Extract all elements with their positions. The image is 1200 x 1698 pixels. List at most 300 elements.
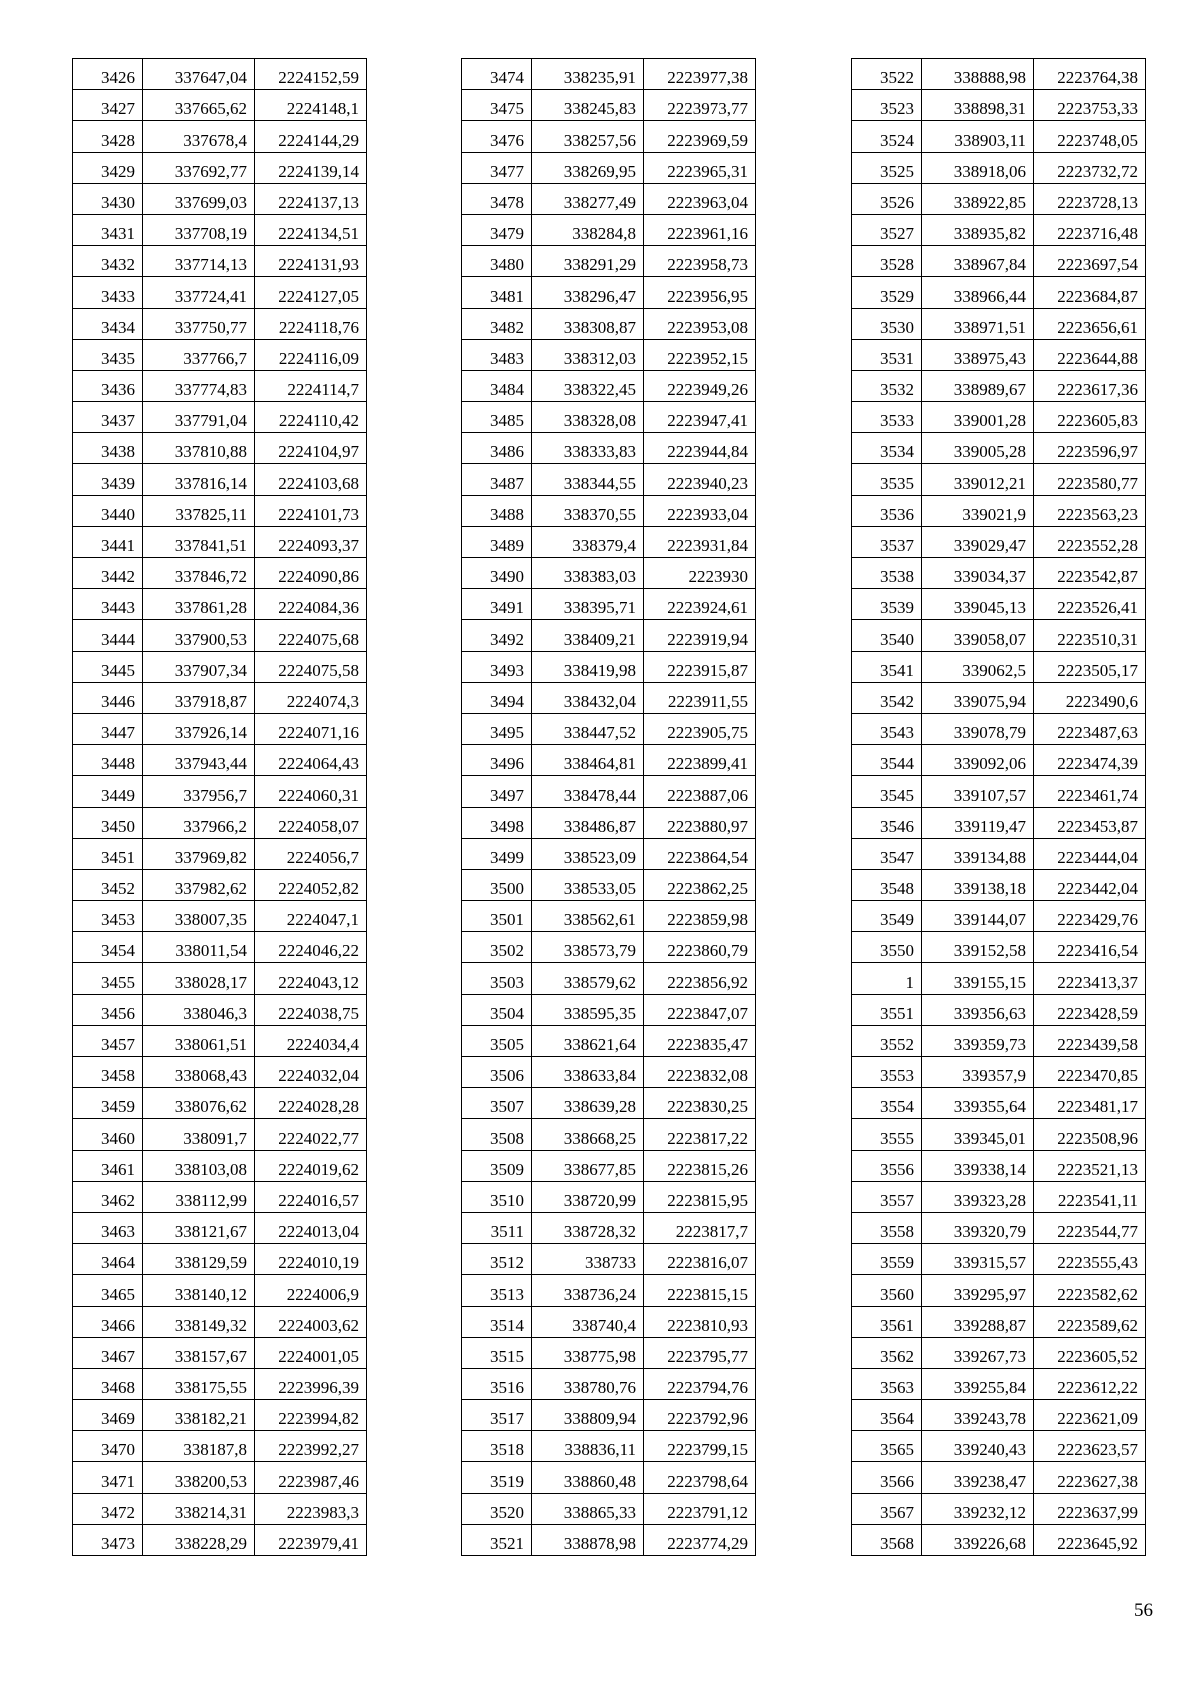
y-coordinate-cell — [644, 963, 756, 994]
table-row — [73, 1275, 367, 1306]
cell-text: 3531 — [880, 348, 914, 368]
cell-text: 3558 — [880, 1222, 914, 1242]
cell-text: 2223656,61 — [1057, 317, 1138, 337]
table-row — [462, 589, 756, 620]
point-number-cell — [73, 1462, 143, 1493]
y-coordinate-cell — [1034, 1524, 1146, 1555]
point-number-cell — [73, 526, 143, 557]
cell-text: 339078,79 — [953, 723, 1026, 743]
point-number-cell — [73, 651, 143, 682]
cell-text: 3462 — [101, 1190, 135, 1210]
point-number-cell — [852, 1337, 922, 1368]
cell-text: 2223697,54 — [1057, 255, 1138, 275]
point-number-cell — [462, 1368, 532, 1399]
cell-text: 3499 — [490, 847, 524, 867]
cell-text: 2223753,33 — [1057, 99, 1138, 119]
point-number-cell — [462, 1493, 532, 1524]
cell-text: 2223792,96 — [667, 1409, 748, 1429]
table-row — [73, 651, 367, 682]
table-row — [73, 1181, 367, 1212]
x-coordinate-cell — [532, 214, 644, 245]
cell-text: 2223956,95 — [667, 286, 748, 306]
cell-text: 338383,03 — [563, 567, 636, 587]
cell-text: 2223992,27 — [278, 1440, 359, 1460]
cell-text: 337956,7 — [183, 785, 247, 805]
table-row — [462, 1212, 756, 1243]
x-coordinate-cell — [532, 1025, 644, 1056]
y-coordinate-cell — [1034, 370, 1146, 401]
cell-text: 3492 — [490, 629, 524, 649]
cell-text: 2224071,16 — [278, 723, 359, 743]
cell-text: 337647,04 — [174, 68, 247, 88]
cell-text: 338562,61 — [563, 910, 636, 930]
cell-text: 2223816,07 — [667, 1253, 748, 1273]
y-coordinate-cell — [644, 1212, 756, 1243]
cell-text: 339107,57 — [953, 785, 1026, 805]
x-coordinate-cell — [143, 1275, 255, 1306]
y-coordinate-cell — [255, 277, 367, 308]
cell-text: 2223859,98 — [667, 910, 748, 930]
cell-text: 338112,99 — [175, 1190, 247, 1210]
y-coordinate-cell — [644, 1025, 756, 1056]
x-coordinate-cell — [532, 433, 644, 464]
cell-text: 3512 — [490, 1253, 524, 1273]
table-row — [852, 682, 1146, 713]
cell-text: 338068,43 — [174, 1066, 247, 1086]
cell-text: 3456 — [101, 1003, 135, 1023]
cell-text: 3485 — [490, 411, 524, 431]
cell-text: 337810,88 — [174, 442, 247, 462]
y-coordinate-cell — [255, 308, 367, 339]
y-coordinate-cell — [644, 370, 756, 401]
table-row — [852, 1025, 1146, 1056]
point-number-cell — [73, 433, 143, 464]
point-number-cell — [852, 152, 922, 183]
y-coordinate-cell — [644, 183, 756, 214]
y-coordinate-cell — [644, 776, 756, 807]
table-row — [73, 1119, 367, 1150]
point-number-cell — [852, 682, 922, 713]
cell-text: 338888,98 — [953, 68, 1026, 88]
cell-text: 2223835,47 — [667, 1035, 748, 1054]
x-coordinate-cell — [922, 932, 1034, 963]
y-coordinate-cell — [1034, 838, 1146, 869]
table-row — [73, 1306, 367, 1337]
point-number-cell — [462, 838, 532, 869]
x-coordinate-cell — [922, 1150, 1034, 1181]
cell-text: 2224093,37 — [278, 536, 359, 555]
y-coordinate-cell — [644, 589, 756, 620]
x-coordinate-cell — [532, 713, 644, 744]
x-coordinate-cell — [143, 59, 255, 90]
table-row — [462, 433, 756, 464]
point-number-cell — [852, 1493, 922, 1524]
cell-text: 339355,64 — [953, 1097, 1026, 1117]
cell-text: 338971,51 — [953, 317, 1026, 337]
x-coordinate-cell — [532, 370, 644, 401]
table-row — [852, 1057, 1146, 1088]
y-coordinate-cell — [1034, 526, 1146, 557]
y-coordinate-cell — [644, 152, 756, 183]
cell-text: 2224038,75 — [278, 1003, 359, 1023]
cell-text: 2224127,05 — [278, 286, 359, 306]
cell-text: 338328,08 — [563, 411, 636, 431]
point-number-cell — [852, 183, 922, 214]
cell-text: 2223582,62 — [1057, 1284, 1138, 1304]
point-number-cell — [852, 1368, 922, 1399]
table-row — [852, 214, 1146, 245]
cell-text: 2223605,83 — [1057, 411, 1138, 431]
x-coordinate-cell — [532, 1181, 644, 1212]
cell-text: 3494 — [490, 691, 524, 711]
point-number-cell — [73, 339, 143, 370]
x-coordinate-cell — [922, 558, 1034, 589]
cell-text: 3515 — [490, 1346, 524, 1366]
table-row — [852, 1244, 1146, 1275]
table-row — [852, 1119, 1146, 1150]
y-coordinate-cell — [255, 838, 367, 869]
x-coordinate-cell — [143, 1181, 255, 1212]
y-coordinate-cell — [255, 901, 367, 932]
cell-text: 337708,19 — [174, 224, 247, 244]
cell-text: 2223799,15 — [667, 1440, 748, 1460]
table-row — [852, 807, 1146, 838]
cell-text: 338918,06 — [953, 161, 1026, 181]
cell-text: 3529 — [880, 286, 914, 306]
table-row — [852, 402, 1146, 433]
cell-text: 3526 — [880, 192, 914, 212]
cell-text: 338245,83 — [563, 99, 636, 119]
cell-text: 338989,67 — [953, 380, 1026, 400]
table-row — [462, 651, 756, 682]
point-number-cell — [73, 1025, 143, 1056]
x-coordinate-cell — [922, 869, 1034, 900]
cell-text: 337907,34 — [174, 660, 247, 680]
table-row — [462, 152, 756, 183]
table-row — [73, 214, 367, 245]
table-row — [462, 901, 756, 932]
cell-text: 2223791,12 — [667, 1502, 748, 1522]
x-coordinate-cell — [143, 713, 255, 744]
table-row — [73, 433, 367, 464]
cell-text: 3442 — [101, 567, 135, 587]
cell-text: 339338,14 — [953, 1159, 1026, 1179]
cell-text: 3426 — [101, 68, 135, 88]
table-row — [462, 402, 756, 433]
point-number-cell — [852, 433, 922, 464]
table-row — [73, 745, 367, 776]
y-coordinate-cell — [1034, 994, 1146, 1025]
cell-text: 339356,63 — [953, 1003, 1026, 1023]
cell-text: 337714,13 — [174, 255, 247, 275]
point-number-cell — [73, 495, 143, 526]
cell-text: 1 — [905, 972, 914, 992]
x-coordinate-cell — [922, 776, 1034, 807]
x-coordinate-cell — [532, 1493, 644, 1524]
cell-text: 2224060,31 — [278, 785, 359, 805]
y-coordinate-cell — [255, 620, 367, 651]
y-coordinate-cell — [255, 1119, 367, 1150]
y-coordinate-cell — [1034, 1275, 1146, 1306]
cell-text: 2223862,25 — [667, 879, 748, 899]
cell-text: 338860,48 — [563, 1471, 636, 1491]
cell-text: 2223996,39 — [278, 1378, 359, 1398]
x-coordinate-cell — [532, 90, 644, 121]
y-coordinate-cell — [644, 1275, 756, 1306]
point-number-cell — [73, 402, 143, 433]
cell-text: 2223794,76 — [667, 1378, 748, 1398]
x-coordinate-cell — [143, 807, 255, 838]
cell-text: 2224034,4 — [286, 1035, 359, 1054]
point-number-cell — [852, 1524, 922, 1555]
cell-text: 3547 — [880, 847, 914, 867]
x-coordinate-cell — [143, 1368, 255, 1399]
table-row — [462, 1119, 756, 1150]
table-row — [73, 308, 367, 339]
cell-text: 2224148,1 — [286, 99, 359, 119]
x-coordinate-cell — [532, 1368, 644, 1399]
y-coordinate-cell — [1034, 59, 1146, 90]
x-coordinate-cell — [143, 90, 255, 121]
table-row — [73, 1368, 367, 1399]
cell-text: 339359,73 — [953, 1035, 1026, 1054]
y-coordinate-cell — [1034, 402, 1146, 433]
cell-text: 338595,35 — [563, 1003, 636, 1023]
y-coordinate-cell — [1034, 1368, 1146, 1399]
table-row — [73, 713, 367, 744]
point-number-cell — [73, 963, 143, 994]
x-coordinate-cell — [143, 121, 255, 152]
table-row — [852, 59, 1146, 90]
cell-text: 3495 — [490, 723, 524, 743]
x-coordinate-cell — [143, 932, 255, 963]
cell-text: 339005,28 — [953, 442, 1026, 462]
x-coordinate-cell — [143, 838, 255, 869]
x-coordinate-cell — [922, 838, 1034, 869]
point-number-cell — [73, 1400, 143, 1431]
cell-text: 2223933,04 — [667, 504, 748, 524]
point-number-cell — [73, 1368, 143, 1399]
cell-text: 3505 — [490, 1035, 524, 1054]
table-row — [73, 183, 367, 214]
cell-text: 337982,62 — [174, 879, 247, 899]
cell-text: 338344,55 — [563, 473, 636, 493]
cell-text: 3535 — [880, 473, 914, 493]
cell-text: 2224103,68 — [278, 473, 359, 493]
x-coordinate-cell — [922, 1368, 1034, 1399]
cell-text: 2223439,58 — [1057, 1035, 1138, 1054]
cell-text: 3548 — [880, 879, 914, 899]
y-coordinate-cell — [255, 589, 367, 620]
table-row — [852, 589, 1146, 620]
table-row — [462, 713, 756, 744]
y-coordinate-cell — [255, 869, 367, 900]
x-coordinate-cell — [143, 1119, 255, 1150]
cell-text: 3465 — [101, 1284, 135, 1304]
cell-text: 3439 — [101, 473, 135, 493]
table-row — [852, 1181, 1146, 1212]
cell-text: 337816,14 — [174, 473, 247, 493]
cell-text: 2223487,63 — [1057, 723, 1138, 743]
cell-text: 338523,09 — [563, 847, 636, 867]
table-row — [462, 183, 756, 214]
point-number-cell — [73, 869, 143, 900]
cell-text: 338967,84 — [953, 255, 1026, 275]
cell-text: 2223481,17 — [1057, 1097, 1138, 1117]
point-number-cell — [852, 713, 922, 744]
table-row — [73, 901, 367, 932]
y-coordinate-cell — [644, 1119, 756, 1150]
cell-text: 2223949,26 — [667, 380, 748, 400]
cell-text: 338284,8 — [572, 224, 636, 244]
table-row — [73, 495, 367, 526]
table-row — [462, 370, 756, 401]
cell-text: 3562 — [880, 1346, 914, 1366]
y-coordinate-cell — [255, 59, 367, 90]
cell-text: 338103,08 — [174, 1159, 247, 1179]
cell-text: 2223798,64 — [667, 1471, 748, 1491]
table-row — [852, 713, 1146, 744]
cell-text: 339243,78 — [953, 1409, 1026, 1429]
point-number-cell — [462, 526, 532, 557]
cell-text: 2224028,28 — [278, 1097, 359, 1117]
x-coordinate-cell — [532, 308, 644, 339]
point-number-cell — [73, 1150, 143, 1181]
point-number-cell — [462, 745, 532, 776]
table-row — [462, 1025, 756, 1056]
cell-text: 338214,31 — [174, 1502, 247, 1522]
y-coordinate-cell — [255, 370, 367, 401]
point-number-cell — [852, 558, 922, 589]
point-number-cell — [462, 1088, 532, 1119]
point-number-cell — [462, 1462, 532, 1493]
table-row — [462, 1057, 756, 1088]
cell-text: 338447,52 — [563, 723, 636, 743]
cell-text: 2223847,07 — [667, 1003, 748, 1023]
cell-text: 3464 — [101, 1253, 135, 1273]
point-number-cell — [462, 932, 532, 963]
y-coordinate-cell — [1034, 495, 1146, 526]
cell-text: 2223621,09 — [1057, 1409, 1138, 1429]
table-row — [462, 1088, 756, 1119]
cell-text: 2223623,57 — [1057, 1440, 1138, 1460]
cell-text: 2223416,54 — [1057, 941, 1138, 961]
x-coordinate-cell — [143, 1524, 255, 1555]
point-number-cell — [73, 589, 143, 620]
table-row — [462, 932, 756, 963]
cell-text: 2223961,16 — [667, 224, 748, 244]
cell-text: 3501 — [490, 910, 524, 930]
point-number-cell — [73, 121, 143, 152]
cell-text: 2223795,77 — [667, 1346, 748, 1366]
point-number-cell — [462, 1337, 532, 1368]
x-coordinate-cell — [922, 651, 1034, 682]
x-coordinate-cell — [143, 1025, 255, 1056]
point-number-cell — [73, 1275, 143, 1306]
x-coordinate-cell — [532, 121, 644, 152]
cell-text: 3544 — [880, 754, 914, 774]
x-coordinate-cell — [532, 558, 644, 589]
cell-text: 339255,84 — [953, 1378, 1026, 1398]
cell-text: 339238,47 — [953, 1471, 1026, 1491]
cell-text: 3525 — [880, 161, 914, 181]
table-row — [462, 214, 756, 245]
x-coordinate-cell — [922, 1212, 1034, 1243]
cell-text: 338370,55 — [563, 504, 636, 524]
cell-text: 2223508,96 — [1057, 1128, 1138, 1148]
table-row — [73, 90, 367, 121]
cell-text: 2223924,61 — [667, 598, 748, 618]
table-row — [73, 277, 367, 308]
table-row — [73, 526, 367, 557]
cell-text: 2224019,62 — [278, 1159, 359, 1179]
cell-text: 339315,57 — [953, 1253, 1026, 1273]
cell-text: 2224016,57 — [278, 1190, 359, 1210]
table-row — [852, 246, 1146, 277]
cell-text: 337926,14 — [174, 723, 247, 743]
x-coordinate-cell — [532, 620, 644, 651]
table-row — [852, 308, 1146, 339]
table-row — [852, 90, 1146, 121]
cell-text: 2224118,76 — [278, 317, 359, 337]
cell-text: 2223832,08 — [667, 1066, 748, 1086]
table-row — [73, 807, 367, 838]
point-number-cell — [73, 1524, 143, 1555]
cell-text: 338922,85 — [953, 192, 1026, 212]
cell-text: 3491 — [490, 598, 524, 618]
cell-text: 3428 — [101, 130, 135, 150]
y-coordinate-cell — [255, 433, 367, 464]
cell-text: 2223815,15 — [667, 1284, 748, 1304]
cell-text: 2223617,36 — [1057, 380, 1138, 400]
point-number-cell — [462, 682, 532, 713]
y-coordinate-cell — [644, 713, 756, 744]
cell-text: 339345,01 — [953, 1128, 1026, 1148]
table-row — [73, 1524, 367, 1555]
y-coordinate-cell — [644, 838, 756, 869]
y-coordinate-cell — [644, 807, 756, 838]
cell-text: 338621,64 — [563, 1035, 636, 1054]
point-number-cell — [852, 59, 922, 90]
table-row — [73, 589, 367, 620]
cell-text: 3559 — [880, 1253, 914, 1273]
cell-text: 339155,15 — [953, 972, 1026, 992]
cell-text: 337692,77 — [174, 161, 247, 181]
cell-text: 338836,11 — [564, 1440, 636, 1460]
table-row — [462, 90, 756, 121]
cell-text: 3542 — [880, 691, 914, 711]
y-coordinate-cell — [255, 402, 367, 433]
cell-text: 3437 — [101, 411, 135, 431]
y-coordinate-cell — [644, 1088, 756, 1119]
table-row — [462, 807, 756, 838]
cell-text: 2223428,59 — [1057, 1003, 1138, 1023]
y-coordinate-cell — [1034, 277, 1146, 308]
cell-text: 2223541,11 — [1057, 1190, 1138, 1210]
table-row — [462, 994, 756, 1025]
table-row — [462, 620, 756, 651]
cell-text: 3450 — [101, 816, 135, 836]
point-number-cell — [73, 713, 143, 744]
y-coordinate-cell — [1034, 1057, 1146, 1088]
table-row — [73, 1150, 367, 1181]
cell-text: 337969,82 — [174, 847, 247, 867]
cell-text: 2223987,46 — [278, 1471, 359, 1491]
x-coordinate-cell — [143, 1244, 255, 1275]
cell-text: 3520 — [490, 1502, 524, 1522]
cell-text: 337678,4 — [183, 130, 247, 150]
x-coordinate-cell — [143, 1337, 255, 1368]
